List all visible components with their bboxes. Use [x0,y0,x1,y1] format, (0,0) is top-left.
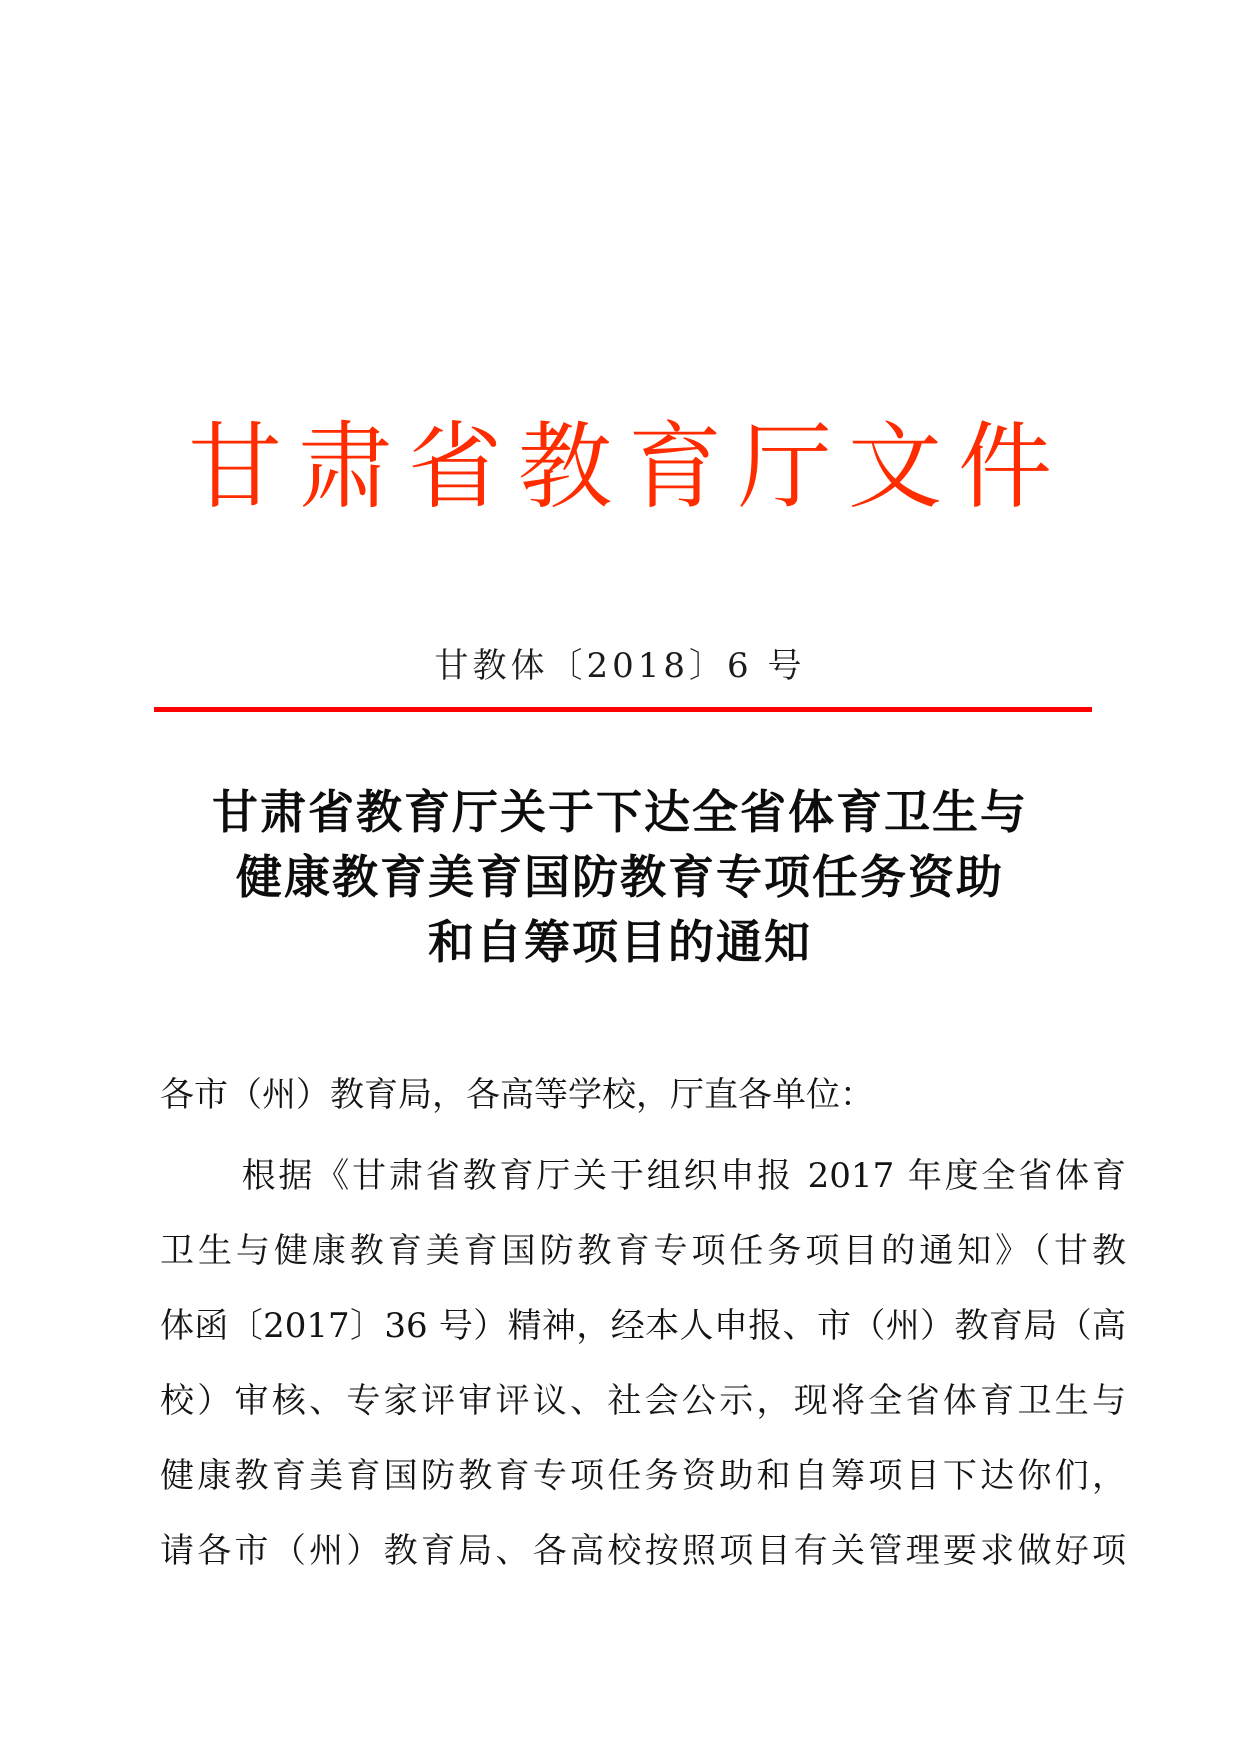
body-line: 根据《甘肃省教育厅关于组织申报 2017 年度全省体育 [241,1156,1126,1196]
doc-reference-number: 甘教体〔2018〕6 号 [434,646,806,686]
doc-title-line-3: 和自筹项目的通知 [428,915,812,969]
body-text [160,1058,1126,1589]
salutation-line: 各市（州）教育局，各高等学校，厅直各单位： [160,1075,874,1115]
body-line: 健康教育美育国防教育专项任务资助和自筹项目下达你们， [160,1456,1126,1496]
body-line: 请各市（州）教育局、各高校按照项目有关管理要求做好项 [160,1531,1126,1571]
doc-title [0,780,1240,975]
doc-title-line-1: 甘肃省教育厅关于下达全省体育卫生与 [212,785,1028,839]
body-line: 校）审核、专家评审评议、社会公示，现将全省体育卫生与 [160,1381,1126,1421]
body-line: 体函〔2017〕36 号）精神，经本人申报、市（州）教育局（高 [160,1306,1126,1346]
doc-title-line-2: 健康教育美育国防教育专项任务资助 [236,850,1004,904]
body-line: 卫生与健康教育美育国防教育专项任务项目的通知》（甘教 [160,1231,1126,1271]
red-separator-rule [154,707,1092,712]
agency-letterhead-banner: 甘肃省教育厅文件 [187,413,1068,522]
